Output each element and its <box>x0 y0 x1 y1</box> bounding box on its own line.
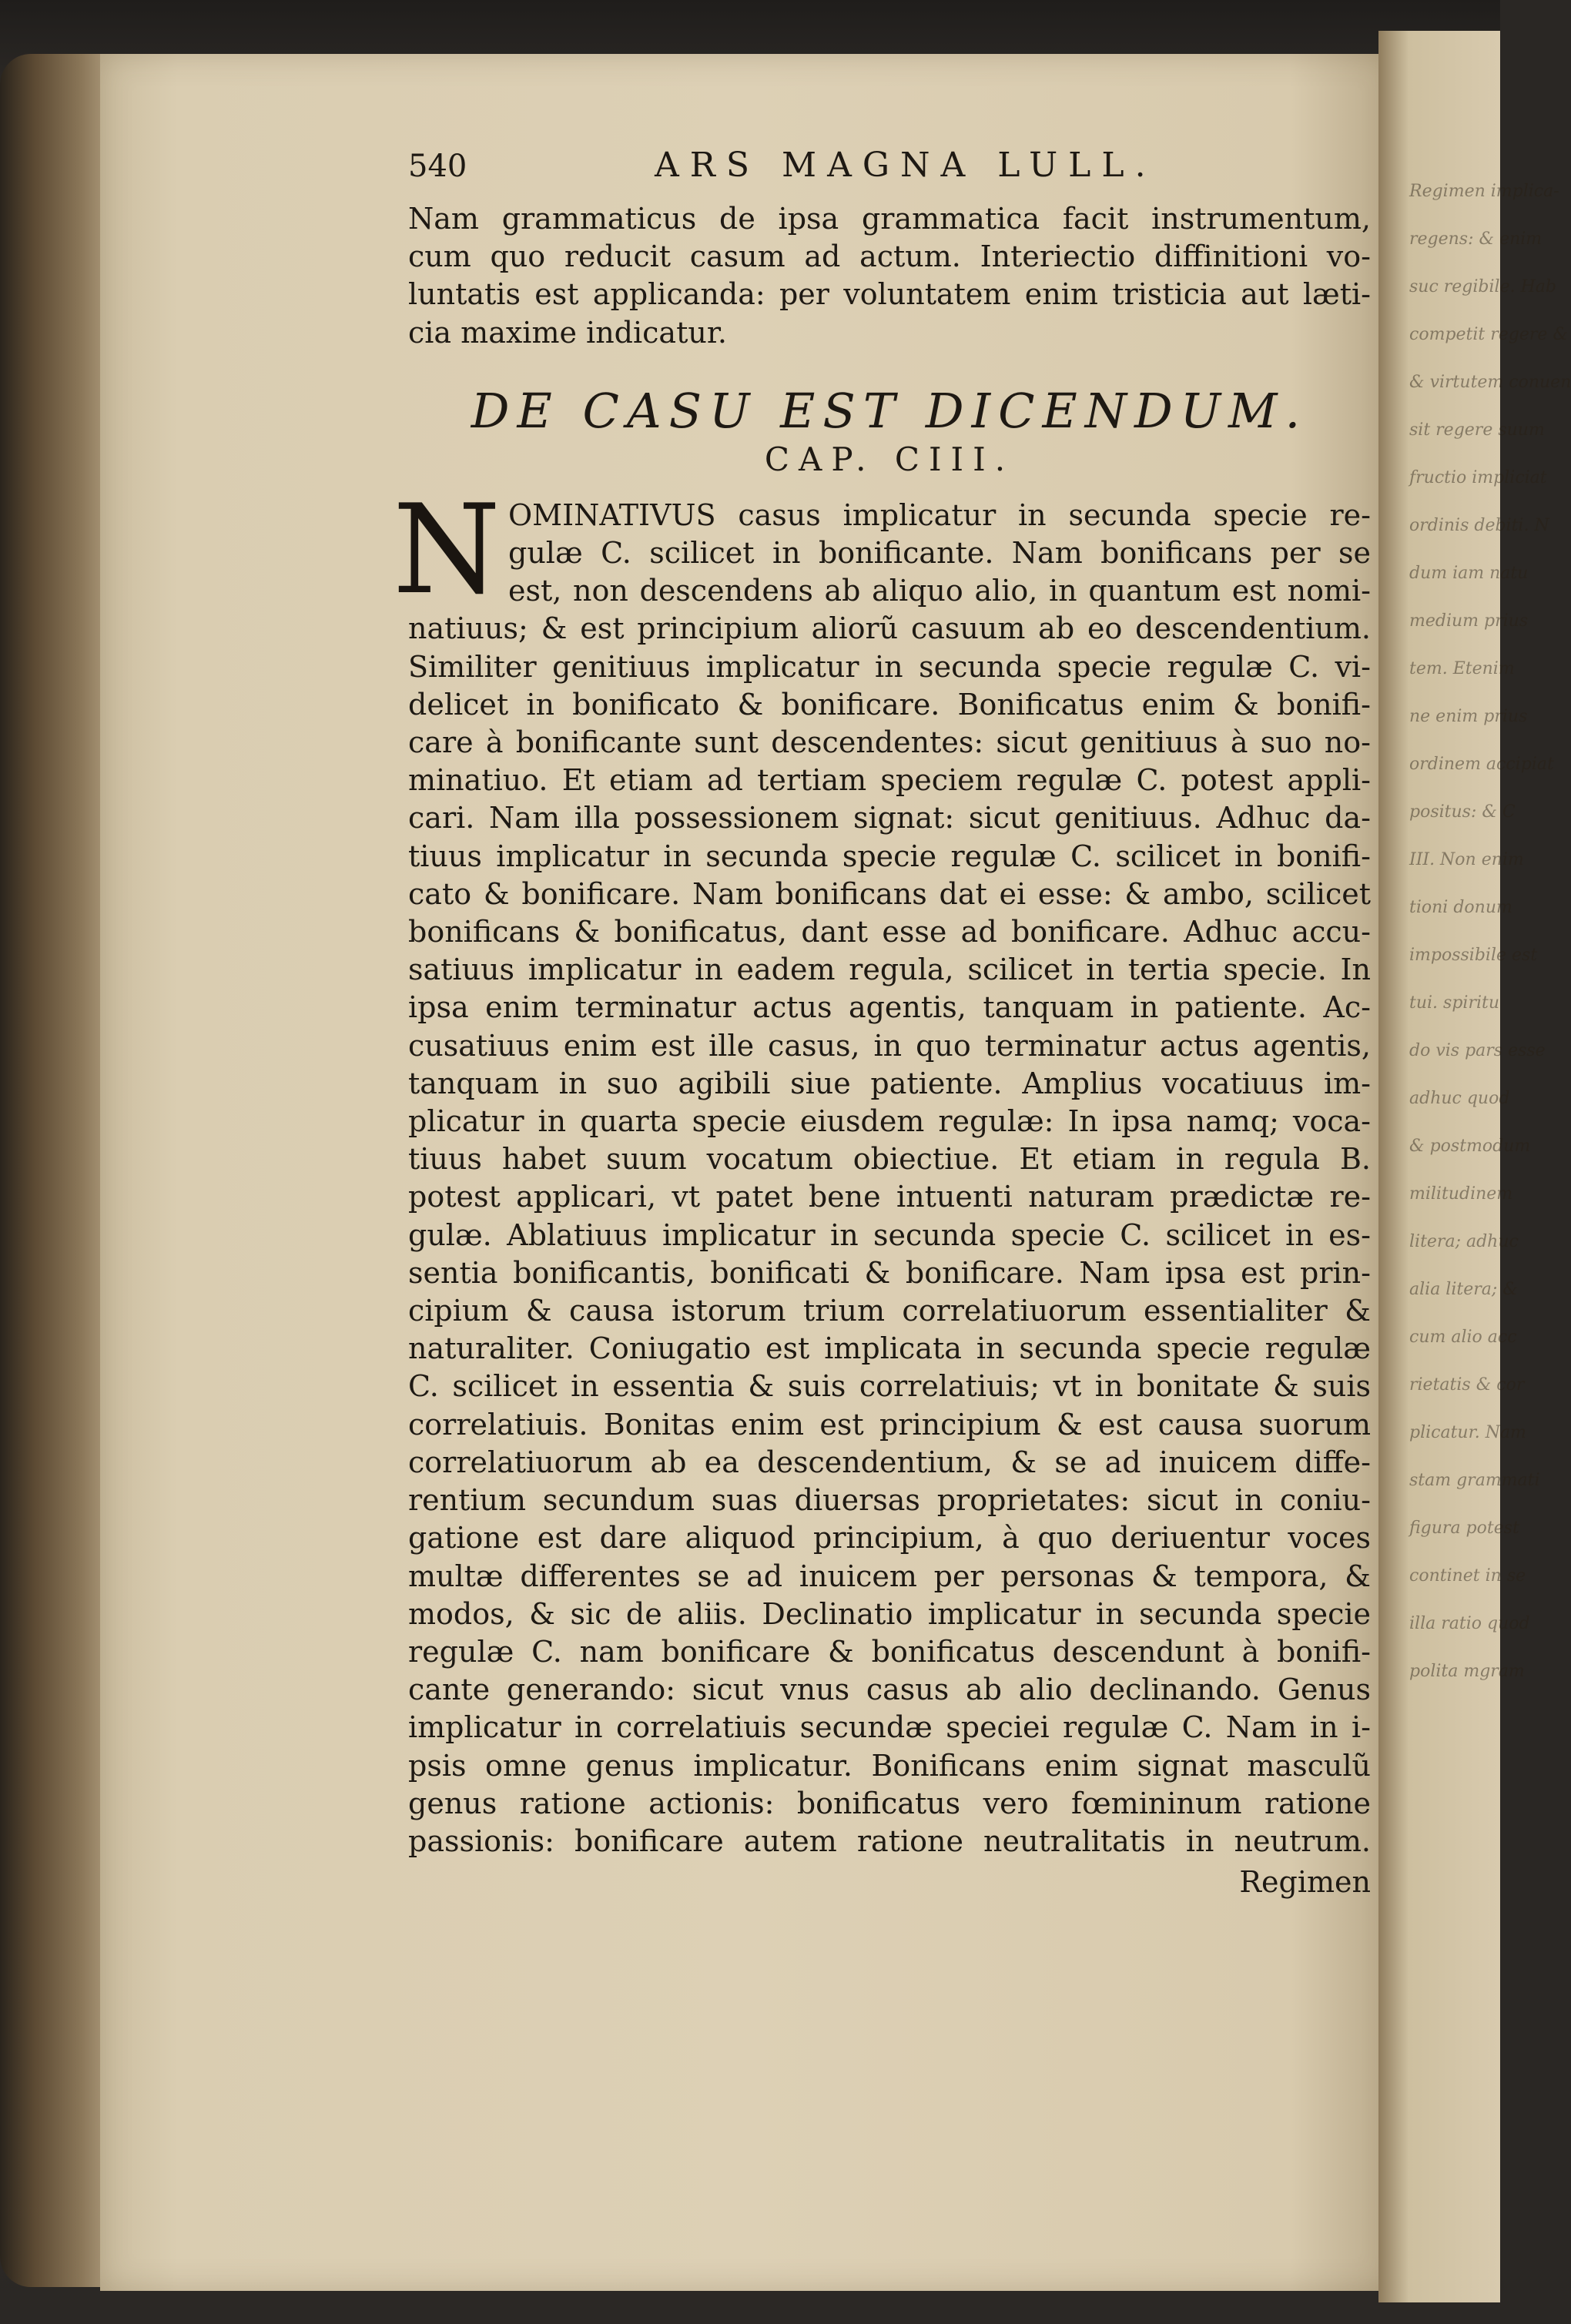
text-line: cari. Nam illa possessionem signat: sicut genitiuus. Adhuc da- <box>408 801 1371 836</box>
text-line: natiuus; & est principium aliorũ casuum ab eo descendentium. <box>408 611 1371 646</box>
text-line: rentium secundum suas diuersas proprietates: sicut in coniu- <box>408 1483 1371 1518</box>
facing-page-fragment: rietatis & cor <box>1409 1375 1525 1395</box>
facing-page-fragment: III. Non enim <box>1409 850 1524 869</box>
facing-page-fragment: tioni donum <box>1409 898 1512 917</box>
facing-page-fragment: tui. spiritu <box>1409 993 1500 1013</box>
text-line: potest applicari, vt patet bene intuenti naturam prædictæ re- <box>408 1180 1371 1214</box>
facing-page-fragment: plicatur. Nam <box>1409 1423 1526 1442</box>
facing-page-fragment: do vis pars esse <box>1409 1041 1546 1060</box>
page-header <box>408 146 1371 200</box>
facing-page-fragment: militudinem <box>1409 1184 1513 1204</box>
facing-page-fragment: stam grammati <box>1409 1471 1540 1490</box>
text-line: cusatiuus enim est ille casus, in quo terminatur actus agentis, <box>408 1028 1371 1063</box>
text-line: bonificans & bonificatus, dant esse ad bonificare. Adhuc accu- <box>408 915 1371 949</box>
text-line: multæ differentes se ad inuicem per personas & tempora, & <box>408 1559 1371 1593</box>
text-line: delicet in bonificato & bonificare. Bonificatus enim & bonifi- <box>408 687 1371 722</box>
facing-page-fragment: impossibile est <box>1409 946 1538 965</box>
text-line: passionis: bonificare autem ratione neutralitatis in neutrum. <box>408 1823 1371 1858</box>
chapter-title: DE CASU EST DICENDUM. <box>471 382 1308 439</box>
text-line: OMINATIVUS casus implicatur in secunda specie re- <box>508 497 1371 532</box>
facing-page-fragment: suc regibile. Hab <box>1409 277 1556 296</box>
facing-page-edge <box>1378 31 1571 2302</box>
text-line: cum quo reducit casum ad actum. Interiectio diffinitioni vo- <box>408 239 1371 274</box>
text-line: ipsa enim terminatur actus agentis, tanquam in patiente. Ac- <box>408 990 1371 1025</box>
body-paragraph <box>408 610 1371 1860</box>
facing-page-fragment: polita mgram <box>1409 1662 1525 1681</box>
text-line: modos, & sic de aliis. Declinatio implicatur in secunda specie <box>408 1596 1371 1631</box>
facing-page-fragment: dum iam natu <box>1409 564 1529 583</box>
text-line: correlatiuorum ab ea descendentium, & se ad inuicem diffe- <box>408 1445 1371 1479</box>
facing-page-fragment: & virtutem conuen <box>1409 373 1571 392</box>
text-line: gulæ C. scilicet in bonificante. Nam bonificans per se <box>508 536 1371 571</box>
facing-page-fragment: ordinem accipiat <box>1409 755 1554 774</box>
drop-capital: N <box>393 477 501 621</box>
text-line: luntatis est applicanda: per voluntatem enim tristicia aut læti- <box>408 277 1371 312</box>
text-line: Similiter genitiuus implicatur in secunda specie regulæ C. vi- <box>408 649 1371 684</box>
text-line: gulæ. Ablatiuus implicatur in secunda specie C. scilicet in es- <box>408 1217 1371 1252</box>
text-line: regulæ C. nam bonificare & bonificatus descendunt à bonifi- <box>408 1634 1371 1669</box>
text-line: cato & bonificare. Nam bonificans dat ei esse: & ambo, scilicet <box>408 876 1371 911</box>
chapter-number: CAP. CIII. <box>764 440 1015 478</box>
facing-page-fragment: fructio impliciat <box>1409 468 1547 487</box>
facing-page-fragment: tem. Etenim <box>1409 659 1515 678</box>
text-line: genus ratione actionis: bonificatus vero fœmininum ratione <box>408 1786 1371 1820</box>
text-line: sentia bonificantis, bonificati & bonificare. Nam ipsa est prin- <box>408 1255 1371 1290</box>
chapter-opening <box>393 477 1371 621</box>
text-line: gatione est dare aliquod principium, à quo deriuentur voces <box>408 1521 1371 1555</box>
text-line: care à bonificante sunt descendentes: sicut genitiuus à suo no- <box>408 725 1371 760</box>
facing-page-fragment: sit regere suum <box>1409 420 1545 440</box>
facing-page-fragment: litera; adhuc <box>1409 1232 1519 1251</box>
facing-page-fragment: regens: & enim <box>1409 229 1543 249</box>
text-line: cipium & causa istorum trium correlatiuorum essentialiter & <box>408 1294 1371 1328</box>
facing-page-fragment: alia litera; & <box>1409 1280 1518 1299</box>
dropcap-paragraph <box>408 497 1371 611</box>
text-line: cia maxime indicatur. <box>408 315 727 350</box>
text-line: tiuus implicatur in secunda specie regulæ C. scilicet in bonifi- <box>408 839 1371 873</box>
text-line: psis omne genus implicatur. Bonificans enim signat masculũ <box>408 1748 1371 1783</box>
facing-page-fragment: figura potest <box>1409 1519 1519 1538</box>
folio-number: 540 <box>408 149 467 184</box>
catchword: Regimen <box>1239 1865 1371 1900</box>
facing-page-fragment: illa ratio quod <box>1409 1614 1530 1633</box>
text-line: correlatiuis. Bonitas enim est principium & est causa suorum <box>408 1407 1371 1442</box>
running-title: ARS MAGNA LULL. <box>655 146 1157 185</box>
page-text <box>393 146 1371 1901</box>
text-line: tanquam in suo agibili siue patiente. Amplius vocatiuus im- <box>408 1066 1371 1100</box>
text-line: implicatur in correlatiuis secundæ speciei regulæ C. Nam in i- <box>408 1710 1371 1745</box>
facing-page-fragment: & postmodum <box>1409 1137 1531 1156</box>
facing-page-fragment: continet in se <box>1409 1566 1526 1586</box>
text-line: cante generando: sicut vnus casus ab alio declinando. Genus <box>408 1673 1371 1707</box>
facing-page-fragment: Regimen implica- <box>1409 182 1559 201</box>
facing-page-fragment: ordinis debiti. N <box>1409 516 1549 535</box>
text-line: Nam grammaticus de ipsa grammatica facit instrumentum, <box>408 202 1371 236</box>
intro-paragraph <box>408 200 1371 352</box>
facing-page-fragment: ne enim prius <box>1409 707 1528 726</box>
text-line: plicatur in quarta specie eiusdem regulæ: In ipsa namq; voca- <box>408 1104 1371 1139</box>
facing-page-fragment: competit regere & <box>1409 325 1568 344</box>
facing-page-fragment: medium prius <box>1409 611 1529 631</box>
facing-page-fragment: positus: & C <box>1409 802 1516 822</box>
text-line: C. scilicet in essentia & suis correlatiuis; vt in bonitate & suis <box>408 1369 1371 1404</box>
text-line: satiuus implicatur in eadem regula, scilicet in tertia specie. In <box>408 953 1371 987</box>
text-line: tiuus habet suum vocatum obiectiue. Et etiam in regula B. <box>408 1142 1371 1177</box>
facing-page-fragment: adhuc quod <box>1409 1089 1510 1108</box>
facing-page-fragment: cum alio acc <box>1409 1328 1517 1347</box>
text-line: est, non descendens ab aliquo alio, in quantum est nomi- <box>508 574 1371 608</box>
text-line: naturaliter. Coniugatio est implicata in secunda specie regulæ <box>408 1331 1371 1366</box>
book-edge <box>0 54 116 2287</box>
text-line: minatiuo. Et etiam ad tertiam speciem regulæ C. potest appli- <box>408 763 1371 798</box>
